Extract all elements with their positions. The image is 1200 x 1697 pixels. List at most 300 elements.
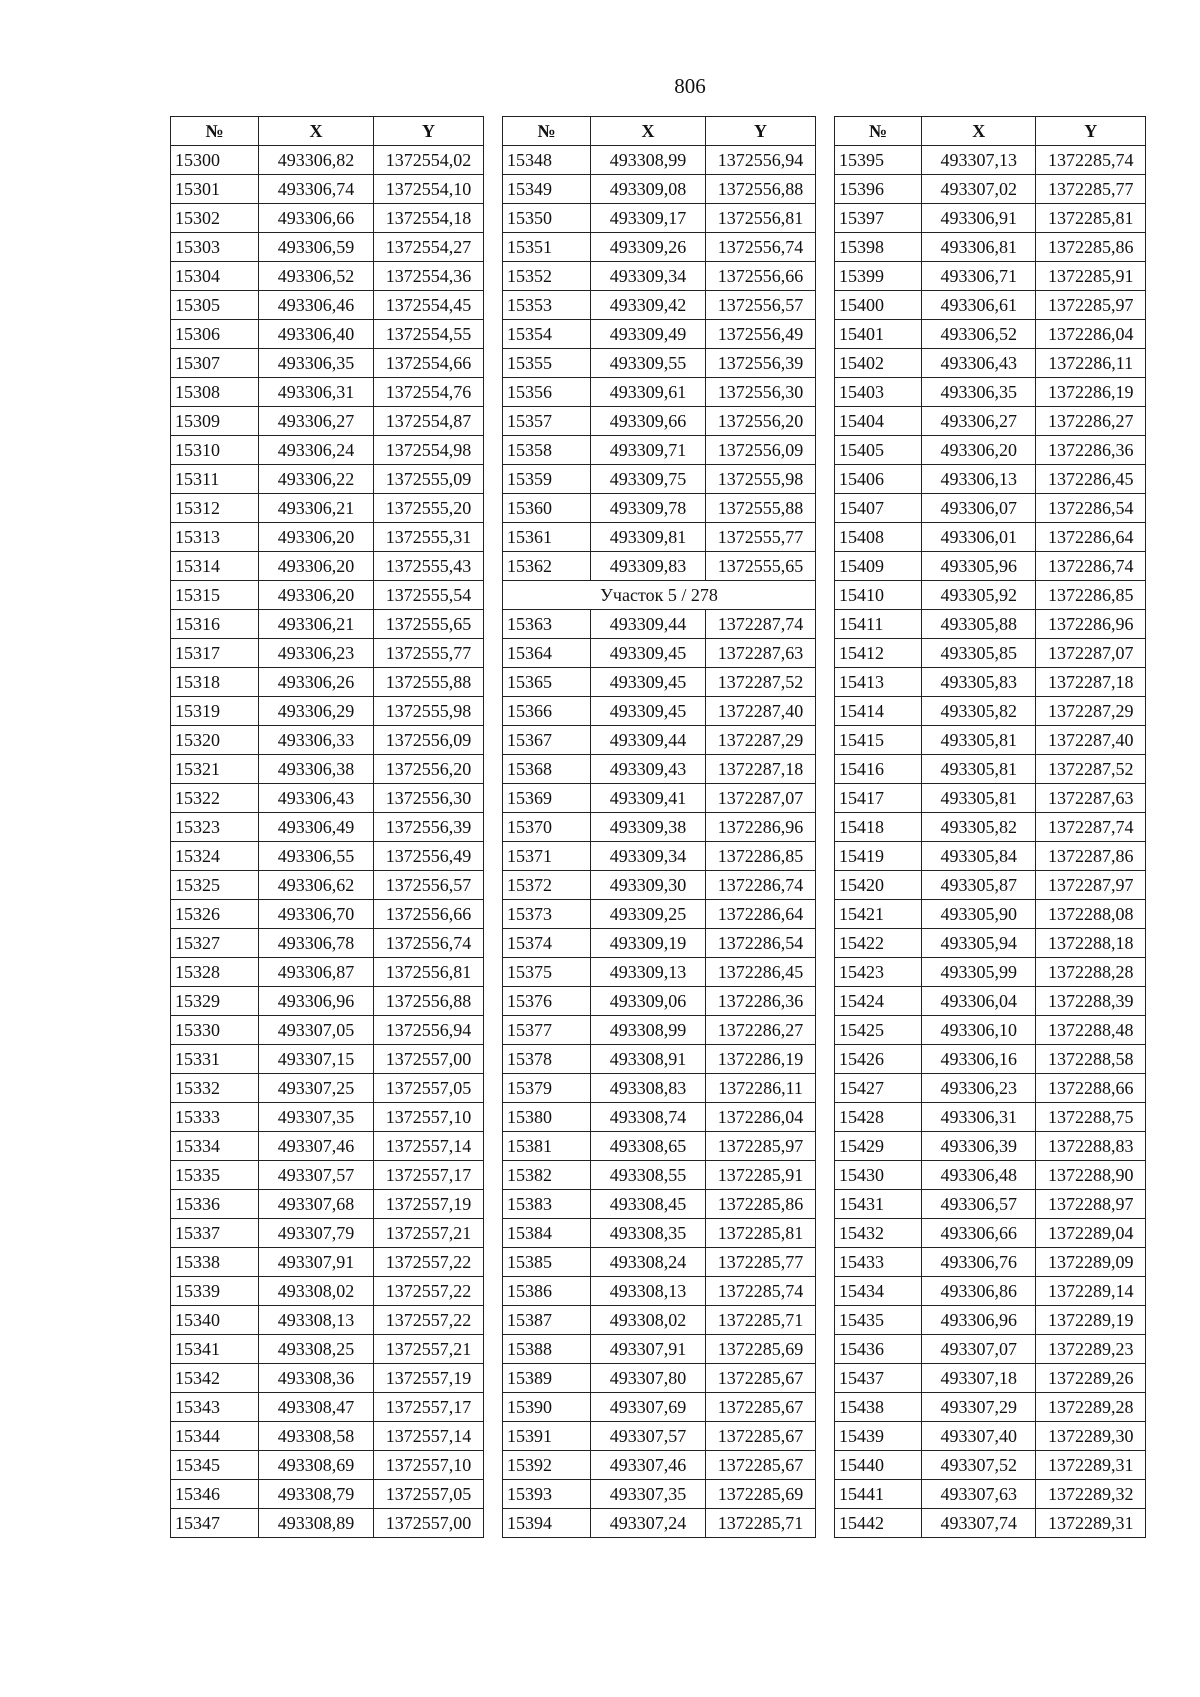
point-number: 15366: [503, 697, 591, 726]
x-coordinate: 493307,46: [591, 1451, 706, 1480]
table-row: [835, 552, 1146, 581]
x-coordinate: 493307,57: [259, 1161, 374, 1190]
table-row: [503, 378, 816, 407]
x-coordinate: 493306,16: [922, 1045, 1036, 1074]
table-row: [503, 755, 816, 784]
table-row: [503, 1219, 816, 1248]
x-coordinate: 493306,26: [259, 668, 374, 697]
y-coordinate: 1372285,86: [1036, 233, 1146, 262]
x-coordinate: 493307,63: [922, 1480, 1036, 1509]
x-coordinate: 493305,81: [922, 784, 1036, 813]
point-number: 15370: [503, 813, 591, 842]
point-number: 15358: [503, 436, 591, 465]
x-coordinate: 493306,78: [259, 929, 374, 958]
table-row: [835, 1509, 1146, 1538]
x-coordinate: 493307,69: [591, 1393, 706, 1422]
point-number: 15341: [171, 1335, 259, 1364]
x-coordinate: 493306,52: [922, 320, 1036, 349]
y-coordinate: 1372287,18: [706, 755, 816, 784]
point-number: 15357: [503, 407, 591, 436]
point-number: 15439: [835, 1422, 922, 1451]
table-row: [835, 146, 1146, 175]
table-row: [171, 842, 484, 871]
x-coordinate: 493306,27: [259, 407, 374, 436]
point-number: 15354: [503, 320, 591, 349]
table-row: [171, 291, 484, 320]
point-number: 15380: [503, 1103, 591, 1132]
y-coordinate: 1372556,09: [374, 726, 484, 755]
table-row: [503, 871, 816, 900]
point-number: 15335: [171, 1161, 259, 1190]
x-coordinate: 493306,59: [259, 233, 374, 262]
table-row: [835, 1190, 1146, 1219]
y-coordinate: 1372288,39: [1036, 987, 1146, 1016]
table-row: [835, 842, 1146, 871]
x-coordinate: 493307,91: [259, 1248, 374, 1277]
y-coordinate: 1372556,49: [374, 842, 484, 871]
x-coordinate: 493306,27: [922, 407, 1036, 436]
x-coordinate: 493306,31: [259, 378, 374, 407]
table-row: [835, 320, 1146, 349]
point-number: 15431: [835, 1190, 922, 1219]
y-coordinate: 1372286,74: [1036, 552, 1146, 581]
point-number: 15385: [503, 1248, 591, 1277]
table-row: [171, 1016, 484, 1045]
point-number: 15424: [835, 987, 922, 1016]
x-coordinate: 493308,24: [591, 1248, 706, 1277]
x-coordinate: 493306,49: [259, 813, 374, 842]
x-coordinate: 493306,55: [259, 842, 374, 871]
point-number: 15413: [835, 668, 922, 697]
x-coordinate: 493309,78: [591, 494, 706, 523]
y-coordinate: 1372285,97: [706, 1132, 816, 1161]
y-coordinate: 1372289,28: [1036, 1393, 1146, 1422]
table-row: [171, 320, 484, 349]
table-row: [835, 813, 1146, 842]
table-row: [835, 697, 1146, 726]
x-coordinate: 493305,84: [922, 842, 1036, 871]
x-coordinate: 493308,65: [591, 1132, 706, 1161]
table-row: [171, 1190, 484, 1219]
x-coordinate: 493308,47: [259, 1393, 374, 1422]
table-row: [835, 900, 1146, 929]
y-coordinate: 1372556,88: [374, 987, 484, 1016]
y-coordinate: 1372556,30: [374, 784, 484, 813]
point-number: 15302: [171, 204, 259, 233]
x-coordinate: 493309,45: [591, 697, 706, 726]
table-row: [171, 900, 484, 929]
x-coordinate: 493305,83: [922, 668, 1036, 697]
x-coordinate: 493305,96: [922, 552, 1036, 581]
point-number: 15381: [503, 1132, 591, 1161]
x-coordinate: 493306,21: [259, 610, 374, 639]
y-coordinate: 1372286,04: [1036, 320, 1146, 349]
point-number: 15349: [503, 175, 591, 204]
table-header-row: [835, 117, 1146, 146]
point-number: 15345: [171, 1451, 259, 1480]
table-row: [503, 639, 816, 668]
table-row: [835, 1422, 1146, 1451]
x-coordinate: 493305,87: [922, 871, 1036, 900]
table-row: [835, 1364, 1146, 1393]
point-number: 15391: [503, 1422, 591, 1451]
x-coordinate: 493309,06: [591, 987, 706, 1016]
x-coordinate: 493306,33: [259, 726, 374, 755]
table-row: [503, 958, 816, 987]
table-row: [503, 1277, 816, 1306]
x-coordinate: 493306,96: [922, 1306, 1036, 1335]
point-number: 15425: [835, 1016, 922, 1045]
y-coordinate: 1372287,18: [1036, 668, 1146, 697]
table-row: [171, 1393, 484, 1422]
table-row: [171, 552, 484, 581]
table-row: [503, 175, 816, 204]
y-coordinate: 1372557,22: [374, 1306, 484, 1335]
x-coordinate: 493306,81: [922, 233, 1036, 262]
y-coordinate: 1372285,77: [706, 1248, 816, 1277]
y-coordinate: 1372289,32: [1036, 1480, 1146, 1509]
y-coordinate: 1372286,04: [706, 1103, 816, 1132]
x-coordinate: 493306,76: [922, 1248, 1036, 1277]
table-row: [503, 349, 816, 378]
x-coordinate: 493305,94: [922, 929, 1036, 958]
point-number: 15369: [503, 784, 591, 813]
point-number: 15300: [171, 146, 259, 175]
point-number: 15378: [503, 1045, 591, 1074]
y-coordinate: 1372287,74: [1036, 813, 1146, 842]
x-coordinate: 493309,26: [591, 233, 706, 262]
point-number: 15436: [835, 1335, 922, 1364]
point-number: 15317: [171, 639, 259, 668]
x-coordinate: 493308,69: [259, 1451, 374, 1480]
y-coordinate: 1372287,07: [1036, 639, 1146, 668]
point-number: 15334: [171, 1132, 259, 1161]
x-coordinate: 493305,92: [922, 581, 1036, 610]
table-row: [835, 1103, 1146, 1132]
y-coordinate: 1372554,18: [374, 204, 484, 233]
point-number: 15306: [171, 320, 259, 349]
point-number: 15309: [171, 407, 259, 436]
point-number: 15333: [171, 1103, 259, 1132]
coordinates-tables: [170, 116, 1146, 1592]
x-coordinate: 493306,20: [259, 552, 374, 581]
point-number: 15374: [503, 929, 591, 958]
x-coordinate: 493307,57: [591, 1422, 706, 1451]
x-coordinate: 493306,57: [922, 1190, 1036, 1219]
x-coordinate: 493306,38: [259, 755, 374, 784]
y-coordinate: 1372557,17: [374, 1161, 484, 1190]
y-coordinate: 1372557,22: [374, 1248, 484, 1277]
x-coordinate: 493308,02: [259, 1277, 374, 1306]
point-number: 15387: [503, 1306, 591, 1335]
point-number: 15305: [171, 291, 259, 320]
point-number: 15422: [835, 929, 922, 958]
y-coordinate: 1372557,10: [374, 1103, 484, 1132]
table-row: [835, 378, 1146, 407]
table-row: [835, 784, 1146, 813]
point-number: 15401: [835, 320, 922, 349]
y-coordinate: 1372557,22: [374, 1277, 484, 1306]
x-coordinate: 493306,71: [922, 262, 1036, 291]
y-coordinate: 1372285,86: [706, 1190, 816, 1219]
table-row: [835, 291, 1146, 320]
point-number: 15355: [503, 349, 591, 378]
y-coordinate: 1372287,29: [1036, 697, 1146, 726]
y-coordinate: 1372289,23: [1036, 1335, 1146, 1364]
point-number: 15396: [835, 175, 922, 204]
x-coordinate: 493309,25: [591, 900, 706, 929]
point-number: 15375: [503, 958, 591, 987]
y-coordinate: 1372287,07: [706, 784, 816, 813]
point-number: 15326: [171, 900, 259, 929]
y-coordinate: 1372555,20: [374, 494, 484, 523]
table-row: [835, 1306, 1146, 1335]
table-row: [503, 1451, 816, 1480]
point-number: 15402: [835, 349, 922, 378]
point-number: 15311: [171, 465, 259, 494]
point-number: 15351: [503, 233, 591, 262]
table-row: [503, 1016, 816, 1045]
point-number: 15316: [171, 610, 259, 639]
table-row: [503, 1480, 816, 1509]
y-coordinate: 1372556,20: [706, 407, 816, 436]
y-coordinate: 1372285,67: [706, 1393, 816, 1422]
point-number: 15313: [171, 523, 259, 552]
x-coordinate: 493308,02: [591, 1306, 706, 1335]
table-row: [503, 929, 816, 958]
y-coordinate: 1372289,14: [1036, 1277, 1146, 1306]
y-coordinate: 1372288,90: [1036, 1161, 1146, 1190]
y-coordinate: 1372555,77: [374, 639, 484, 668]
point-number: 15338: [171, 1248, 259, 1277]
y-coordinate: 1372287,97: [1036, 871, 1146, 900]
x-coordinate: 493305,88: [922, 610, 1036, 639]
y-coordinate: 1372286,96: [1036, 610, 1146, 639]
point-number: 15408: [835, 523, 922, 552]
point-number: 15367: [503, 726, 591, 755]
point-number: 15409: [835, 552, 922, 581]
point-number: 15315: [171, 581, 259, 610]
point-number: 15337: [171, 1219, 259, 1248]
coordinates-table-1: [170, 116, 484, 1538]
y-coordinate: 1372286,27: [1036, 407, 1146, 436]
table-row: [503, 726, 816, 755]
x-coordinate: 493309,71: [591, 436, 706, 465]
table-row: [171, 1335, 484, 1364]
y-coordinate: 1372289,31: [1036, 1451, 1146, 1480]
point-number: 15400: [835, 291, 922, 320]
y-coordinate: 1372288,58: [1036, 1045, 1146, 1074]
point-number: 15363: [503, 610, 591, 639]
table-row: [835, 987, 1146, 1016]
x-coordinate: 493307,15: [259, 1045, 374, 1074]
x-coordinate: 493305,85: [922, 639, 1036, 668]
y-coordinate: 1372555,88: [706, 494, 816, 523]
table-row: [503, 1393, 816, 1422]
table-row: [171, 1509, 484, 1538]
y-coordinate: 1372556,49: [706, 320, 816, 349]
x-coordinate: 493308,13: [591, 1277, 706, 1306]
table-row: [503, 842, 816, 871]
y-coordinate: 1372286,19: [706, 1045, 816, 1074]
point-number: 15393: [503, 1480, 591, 1509]
header-number: №: [171, 117, 259, 146]
header-y: Y: [374, 117, 484, 146]
point-number: 15421: [835, 900, 922, 929]
header-y: Y: [706, 117, 816, 146]
table-row: [835, 1219, 1146, 1248]
table-row: [503, 407, 816, 436]
y-coordinate: 1372288,83: [1036, 1132, 1146, 1161]
table-row: [503, 204, 816, 233]
table-row: [835, 581, 1146, 610]
point-number: 15365: [503, 668, 591, 697]
y-coordinate: 1372555,98: [706, 465, 816, 494]
y-coordinate: 1372289,19: [1036, 1306, 1146, 1335]
x-coordinate: 493306,46: [259, 291, 374, 320]
table-header-row: [503, 117, 816, 146]
x-coordinate: 493306,66: [922, 1219, 1036, 1248]
table-row: [503, 1045, 816, 1074]
y-coordinate: 1372285,91: [1036, 262, 1146, 291]
y-coordinate: 1372288,48: [1036, 1016, 1146, 1045]
table-row: [171, 581, 484, 610]
y-coordinate: 1372288,08: [1036, 900, 1146, 929]
table-row: [171, 1277, 484, 1306]
y-coordinate: 1372554,66: [374, 349, 484, 378]
coordinates-table-2: [502, 116, 816, 1538]
point-number: 15427: [835, 1074, 922, 1103]
y-coordinate: 1372556,57: [706, 291, 816, 320]
y-coordinate: 1372554,02: [374, 146, 484, 175]
point-number: 15318: [171, 668, 259, 697]
point-number: 15383: [503, 1190, 591, 1219]
table-row: [171, 1074, 484, 1103]
x-coordinate: 493309,30: [591, 871, 706, 900]
table-row: [171, 1045, 484, 1074]
y-coordinate: 1372554,27: [374, 233, 484, 262]
x-coordinate: 493306,07: [922, 494, 1036, 523]
table-row: [503, 291, 816, 320]
x-coordinate: 493309,66: [591, 407, 706, 436]
point-number: 15410: [835, 581, 922, 610]
header-number: №: [835, 117, 922, 146]
table-row: [503, 233, 816, 262]
x-coordinate: 493306,29: [259, 697, 374, 726]
y-coordinate: 1372286,11: [1036, 349, 1146, 378]
x-coordinate: 493305,82: [922, 813, 1036, 842]
x-coordinate: 493306,20: [259, 523, 374, 552]
x-coordinate: 493306,87: [259, 958, 374, 987]
y-coordinate: 1372556,57: [374, 871, 484, 900]
y-coordinate: 1372555,31: [374, 523, 484, 552]
y-coordinate: 1372285,77: [1036, 175, 1146, 204]
y-coordinate: 1372287,29: [706, 726, 816, 755]
x-coordinate: 493306,35: [922, 378, 1036, 407]
x-coordinate: 493306,22: [259, 465, 374, 494]
point-number: 15353: [503, 291, 591, 320]
table-row: [835, 1161, 1146, 1190]
point-number: 15319: [171, 697, 259, 726]
x-coordinate: 493307,18: [922, 1364, 1036, 1393]
y-coordinate: 1372556,39: [706, 349, 816, 378]
x-coordinate: 493307,25: [259, 1074, 374, 1103]
y-coordinate: 1372285,91: [706, 1161, 816, 1190]
y-coordinate: 1372285,69: [706, 1480, 816, 1509]
x-coordinate: 493307,46: [259, 1132, 374, 1161]
point-number: 15346: [171, 1480, 259, 1509]
x-coordinate: 493307,68: [259, 1190, 374, 1219]
y-coordinate: 1372556,94: [374, 1016, 484, 1045]
point-number: 15417: [835, 784, 922, 813]
table-row: [835, 465, 1146, 494]
table-row: [503, 1103, 816, 1132]
x-coordinate: 493307,35: [591, 1480, 706, 1509]
table-row: [835, 436, 1146, 465]
table-row: [835, 1277, 1146, 1306]
table-row: [503, 1074, 816, 1103]
point-number: 15428: [835, 1103, 922, 1132]
x-coordinate: 493308,13: [259, 1306, 374, 1335]
x-coordinate: 493306,66: [259, 204, 374, 233]
x-coordinate: 493306,82: [259, 146, 374, 175]
point-number: 15441: [835, 1480, 922, 1509]
point-number: 15438: [835, 1393, 922, 1422]
x-coordinate: 493308,35: [591, 1219, 706, 1248]
table-row: [171, 1248, 484, 1277]
x-coordinate: 493306,52: [259, 262, 374, 291]
point-number: 15371: [503, 842, 591, 871]
point-number: 15435: [835, 1306, 922, 1335]
table-row: [171, 233, 484, 262]
x-coordinate: 493308,89: [259, 1509, 374, 1538]
point-number: 15404: [835, 407, 922, 436]
y-coordinate: 1372286,85: [1036, 581, 1146, 610]
x-coordinate: 493307,52: [922, 1451, 1036, 1480]
table-row: [503, 813, 816, 842]
table-row: [171, 1132, 484, 1161]
x-coordinate: 493306,24: [259, 436, 374, 465]
x-coordinate: 493305,81: [922, 726, 1036, 755]
table-row: [835, 1045, 1146, 1074]
y-coordinate: 1372288,97: [1036, 1190, 1146, 1219]
point-number: 15437: [835, 1364, 922, 1393]
y-coordinate: 1372289,26: [1036, 1364, 1146, 1393]
x-coordinate: 493306,20: [259, 581, 374, 610]
table-row: [503, 1422, 816, 1451]
point-number: 15372: [503, 871, 591, 900]
y-coordinate: 1372285,67: [706, 1364, 816, 1393]
y-coordinate: 1372557,19: [374, 1190, 484, 1219]
table-row: [835, 1132, 1146, 1161]
point-number: 15420: [835, 871, 922, 900]
table-row: [171, 146, 484, 175]
x-coordinate: 493306,62: [259, 871, 374, 900]
point-number: 15384: [503, 1219, 591, 1248]
table-row: [171, 755, 484, 784]
y-coordinate: 1372556,81: [374, 958, 484, 987]
y-coordinate: 1372285,67: [706, 1451, 816, 1480]
y-coordinate: 1372555,77: [706, 523, 816, 552]
point-number: 15312: [171, 494, 259, 523]
x-coordinate: 493305,90: [922, 900, 1036, 929]
y-coordinate: 1372286,64: [706, 900, 816, 929]
y-coordinate: 1372285,71: [706, 1306, 816, 1335]
point-number: 15386: [503, 1277, 591, 1306]
point-number: 15307: [171, 349, 259, 378]
table-header-row: [171, 117, 484, 146]
table-row: [171, 1422, 484, 1451]
